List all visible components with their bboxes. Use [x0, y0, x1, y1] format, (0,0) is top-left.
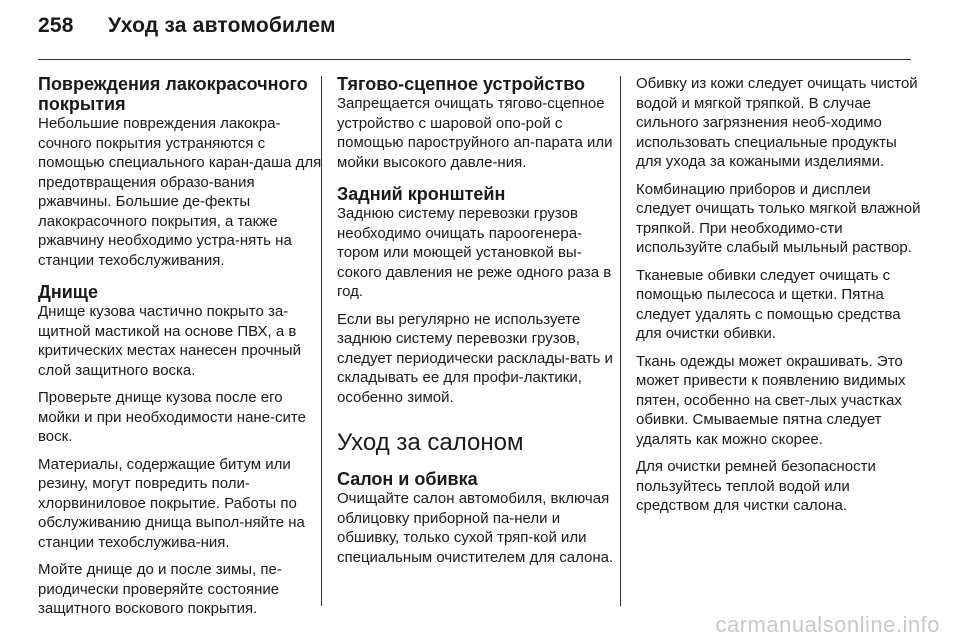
paragraph-instruments: Комбинацию приборов и дисплеи следует очищать только мягкой влажной тряпкой. При необходимо-сти используйте слабый мыльный раствор. — [636, 180, 921, 256]
paragraph-towbar: Запрещается очищать тягово-сцепное устройство с шаровой опо-рой с помощью пароструйного ап-парата или мойки высокого давле-ния. — [337, 95, 613, 171]
heading-rear-carrier: Задний кронштейн — [337, 184, 506, 204]
header-rule — [38, 59, 911, 60]
heading-interior-care: Уход за салоном — [337, 429, 524, 456]
paragraph-underbody-4: Мойте днище до и после зимы, пе-риодически проверяйте состояние защитного воскового покрытия. — [38, 561, 282, 617]
heading-towbar: Тягово-сцепное устройство — [337, 74, 586, 94]
heading-underbody: Днище — [38, 282, 98, 302]
watermark: carmanualsonline.info — [715, 612, 940, 637]
paragraph-underbody-3: Материалы, содержащие битум или резину, могут повредить поли-хлорвиниловое покрытие. Работы по обслуживанию днища выпол-няйте на станции техобслужива-ния. — [38, 455, 305, 551]
page-number: 258 — [38, 14, 74, 37]
paragraph-rear-carrier-2: Если вы регулярно не используете заднюю систему перевозки грузов, следует периодически расклады-вать и складывать ее для профи-лактики, особенно зимой. — [337, 310, 613, 406]
paragraph-seatbelts: Для очистки ремней безопасности пользуйтесь теплой водой или средством для чистки салона. — [636, 458, 876, 514]
page-title: Уход за автомобилем — [108, 14, 336, 37]
paragraph-clothing: Ткань одежды может окрашивать. Это может привести к появлению видимых пятен, особенно на свет-лых участках обивки. Смываемые пятна следует удалять как можно скорее. — [636, 352, 906, 448]
paragraph-underbody-2: Проверьте днище кузова после его мойки и при необходимости нане-сите воск. — [38, 389, 306, 445]
page-header — [38, 14, 336, 38]
paragraph-underbody-1: Днище кузова частично покрыто за-щитной мастикой на основе ПВХ, а в критических местах нанесен прочный слой защитного воска. — [38, 303, 301, 379]
heading-upholstery: Салон и обивка — [337, 469, 478, 489]
paragraph-fabric: Тканевые обивки следует очищать с помощью пылесоса и щетки. Пятна следует удалять с помощью средства для очистки обивки. — [636, 266, 901, 342]
paragraph-paint-damage: Небольшие повреждения лакокра-сочного покрытия устраняются с помощью специального каран-даша для предотвращения образо-вания ржавчины. Большие де-фекты лакокрасочного покрытия, а также ржавчину необходимо устра-нять на станции техобслуживания. — [38, 115, 322, 269]
paragraph-leather: Обивку из кожи следует очищать чистой водой и мягкой тряпкой. В случае сильного загрязнения необ-ходимо использовать специальные продукты для ухода за кожаными изделиями. — [636, 75, 918, 170]
paragraph-rear-carrier-1: Заднюю систему перевозки грузов необходимо очищать пароогенера-тором или моющей установкой вы-сокого давления не реже одного раза в год. — [337, 205, 612, 300]
column-2 — [337, 74, 623, 575]
paragraph-upholstery: Очищайте салон автомобиля, включая облицовку приборной па-нели и обшивку, только сухой тряп-кой или специальным очистителем для салона. — [337, 490, 614, 566]
column-3 — [636, 74, 922, 524]
heading-paint-damage: Повреждения лакокрасочного покрытия — [38, 74, 308, 114]
column-1 — [38, 74, 324, 627]
